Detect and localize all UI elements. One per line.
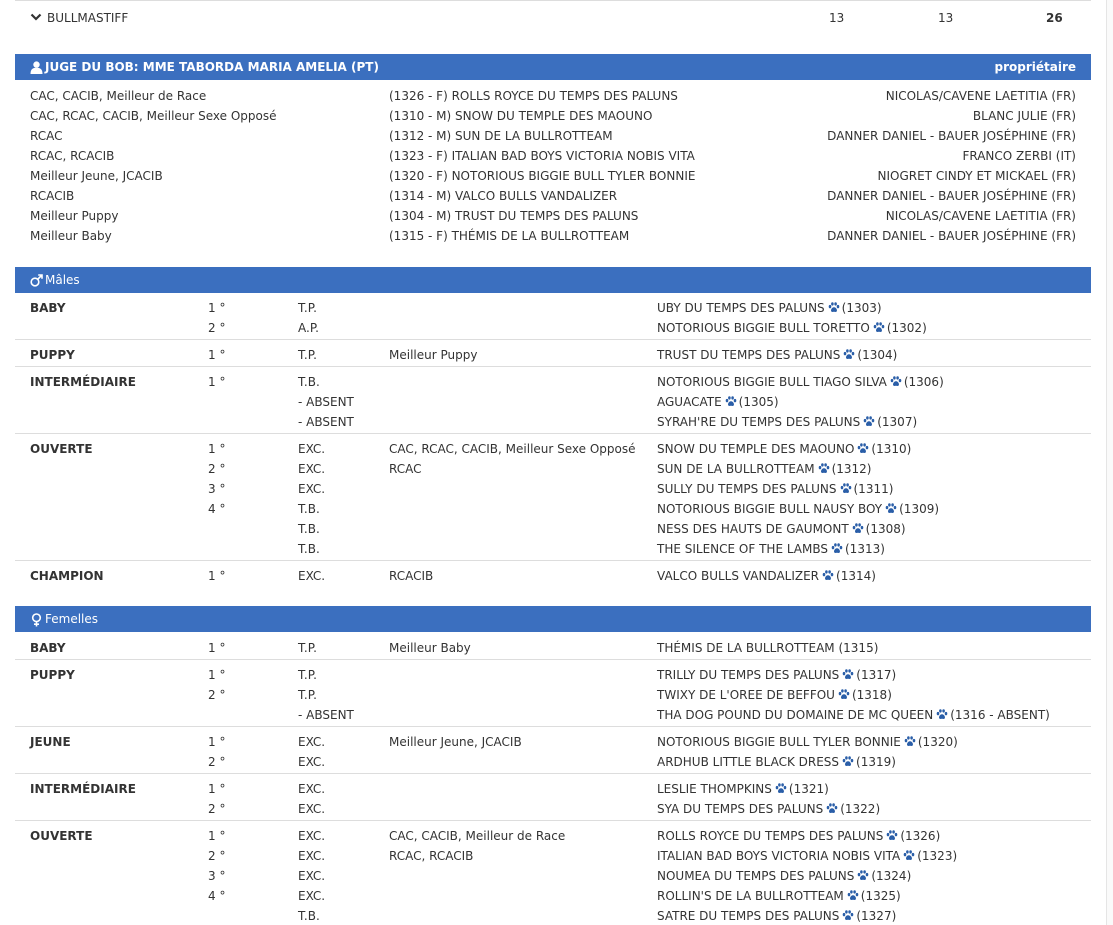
- qualification: EXC.: [298, 735, 326, 749]
- catalog-number: (1316 - ABSENT): [950, 708, 1050, 722]
- class-name: OUVERTE: [30, 829, 93, 843]
- dog-entry[interactable]: [657, 755, 896, 769]
- dog-name[interactable]: SYRAH'RE DU TEMPS DES PALUNS: [657, 415, 861, 429]
- judge-award-dog[interactable]: (1304 - M) TRUST DU TEMPS DES PALUNS: [389, 209, 639, 223]
- dog-name[interactable]: ROLLS ROYCE DU TEMPS DES PALUNS: [657, 829, 884, 843]
- judge-title: JUGE DU BOB: MME TABORDA MARIA AMELIA (PT): [45, 60, 379, 74]
- qualification: EXC.: [298, 482, 326, 496]
- qualification: EXC.: [298, 569, 326, 583]
- catalog-number: (1307): [877, 415, 918, 429]
- judge-award-dog[interactable]: (1315 - F) THÉMIS DE LA BULLROTTEAM: [389, 229, 630, 243]
- dog-name[interactable]: NOTORIOUS BIGGIE BULL TYLER BONNIE: [657, 735, 901, 749]
- breed-name: BULLMASTIFF: [47, 11, 129, 25]
- dog-name[interactable]: TRUST DU TEMPS DES PALUNS: [657, 348, 841, 362]
- catalog-number: (1321): [788, 782, 829, 796]
- judge-award-title: RCAC: [30, 129, 63, 143]
- class-name: INTERMÉDIAIRE: [30, 782, 136, 796]
- placement: 1 °: [208, 782, 226, 796]
- paw-icon[interactable]: [903, 850, 915, 861]
- owner-column-header: propriétaire: [994, 60, 1076, 74]
- dog-entry[interactable]: [657, 909, 896, 923]
- judge-award-title: Meilleur Puppy: [30, 209, 119, 223]
- class-name: OUVERTE: [30, 442, 93, 456]
- judge-award-title: Meilleur Jeune, JCACIB: [30, 169, 163, 183]
- catalog-number: (1313): [845, 542, 885, 556]
- award-text: RCACIB: [389, 569, 434, 583]
- class-separator: [15, 773, 1091, 774]
- paw-icon[interactable]: [828, 302, 840, 313]
- paw-icon[interactable]: [826, 803, 838, 814]
- catalog-number: (1319): [856, 755, 896, 769]
- award-text: CAC, CACIB, Meilleur de Race: [389, 829, 566, 843]
- catalog-number: (1312): [831, 462, 872, 476]
- dog-name[interactable]: SUN DE LA BULLROTTEAM: [657, 462, 815, 476]
- dog-entry[interactable]: [657, 708, 1050, 722]
- dog-entry[interactable]: [657, 735, 958, 749]
- dog-entry[interactable]: [657, 802, 880, 816]
- judge-award-dog[interactable]: (1310 - M) SNOW DU TEMPLE DES MAOUNO: [389, 109, 653, 123]
- dog-entry[interactable]: [657, 869, 911, 883]
- judge-award-owner: FRANCO ZERBI (IT): [962, 149, 1076, 163]
- dog-entry[interactable]: [657, 522, 906, 536]
- dog-entry[interactable]: [657, 688, 892, 702]
- placement: 1 °: [208, 641, 226, 655]
- judge-award-owner: NICOLAS/CAVENE LAETITIA (FR): [885, 209, 1076, 223]
- dog-name[interactable]: SULLY DU TEMPS DES PALUNS: [657, 482, 837, 496]
- placement: 2 °: [208, 688, 226, 702]
- dog-name[interactable]: NESS DES HAUTS DE GAUMONT: [657, 522, 849, 536]
- paw-icon[interactable]: [831, 543, 843, 554]
- vertical-scrollbar[interactable]: [1106, 0, 1113, 925]
- qualification: EXC.: [298, 462, 326, 476]
- qualification: EXC.: [298, 829, 326, 843]
- judge-award-owner: BLANC JULIE (FR): [972, 109, 1076, 123]
- females-header-bar: [15, 606, 1091, 632]
- qualification: - ABSENT: [298, 415, 354, 429]
- qualification: T.B.: [298, 909, 320, 923]
- catalog-number: (1315): [838, 641, 879, 655]
- judge-award-dog[interactable]: (1323 - F) ITALIAN BAD BOYS VICTORIA NOBIS VITA: [389, 149, 695, 163]
- dog-name[interactable]: UBY DU TEMPS DES PALUNS: [657, 301, 825, 315]
- dog-entry[interactable]: [657, 482, 893, 496]
- dog-name[interactable]: LESLIE THOMPKINS: [657, 782, 772, 796]
- placement: 1 °: [208, 569, 226, 583]
- paw-icon[interactable]: [840, 483, 852, 494]
- judge-award-dog[interactable]: (1326 - F) ROLLS ROYCE DU TEMPS DES PALUNS: [389, 89, 678, 103]
- female-icon: [30, 613, 43, 627]
- class-separator: [15, 820, 1091, 821]
- dog-entry[interactable]: [657, 375, 944, 389]
- females-title: Femelles: [45, 612, 99, 626]
- placement: 1 °: [208, 668, 226, 682]
- dog-name[interactable]: NOTORIOUS BIGGIE BULL NAUSY BOY: [657, 502, 883, 516]
- breed-total: 26: [1046, 11, 1063, 25]
- dog-entry[interactable]: [657, 301, 882, 315]
- award-text: Meilleur Baby: [389, 641, 471, 655]
- catalog-number: (1318): [851, 688, 892, 702]
- placement: 1 °: [208, 829, 226, 843]
- qualification: T.P.: [298, 301, 317, 315]
- breed-row-bullmastiff[interactable]: [15, 0, 1091, 37]
- class-name: CHAMPION: [30, 569, 104, 583]
- dog-entry[interactable]: [657, 415, 917, 429]
- qualification: EXC.: [298, 755, 326, 769]
- class-name: BABY: [30, 301, 66, 315]
- dog-entry[interactable]: [657, 849, 957, 863]
- judge-award-dog[interactable]: (1314 - M) VALCO BULLS VANDALIZER: [389, 189, 618, 203]
- catalog-number: (1308): [865, 522, 906, 536]
- class-separator: [15, 726, 1091, 727]
- qualification: T.P.: [298, 348, 317, 362]
- class-name: PUPPY: [30, 348, 75, 362]
- catalog-number: (1309): [899, 502, 940, 516]
- placement: 1 °: [208, 301, 226, 315]
- paw-icon[interactable]: [936, 709, 948, 720]
- dog-name[interactable]: THÉMIS DE LA BULLROTTEAM: [657, 641, 835, 655]
- catalog-number: (1304): [857, 348, 898, 362]
- dog-name[interactable]: NOTORIOUS BIGGIE BULL TIAGO SILVA: [657, 375, 887, 389]
- placement: 3 °: [208, 869, 226, 883]
- award-text: Meilleur Puppy: [389, 348, 478, 362]
- user-icon: [30, 61, 43, 74]
- placement: 2 °: [208, 802, 226, 816]
- dog-entry[interactable]: [657, 348, 897, 362]
- males-title: Mâles: [45, 273, 80, 287]
- catalog-number: (1324): [871, 869, 912, 883]
- dog-entry[interactable]: [657, 442, 911, 456]
- qualification: T.B.: [298, 502, 320, 516]
- males-header-bar: [15, 267, 1091, 293]
- paw-icon[interactable]: [818, 463, 830, 474]
- judge-award-title: CAC, RCAC, CACIB, Meilleur Sexe Opposé: [30, 109, 277, 123]
- dog-name[interactable]: THE SILENCE OF THE LAMBS: [657, 542, 828, 556]
- dog-name[interactable]: THA DOG POUND DU DOMAINE DE MC QUEEN: [657, 708, 934, 722]
- catalog-number: (1327): [856, 909, 897, 923]
- catalog-number: (1317): [856, 668, 897, 682]
- breed-count-a: 13: [829, 11, 845, 25]
- award-text: CAC, RCAC, CACIB, Meilleur Sexe Opposé: [389, 442, 636, 456]
- paw-icon[interactable]: [857, 870, 869, 881]
- qualification: - ABSENT: [298, 708, 354, 722]
- catalog-number: (1302): [886, 321, 927, 335]
- paw-icon[interactable]: [775, 783, 787, 794]
- judge-award-title: RCACIB: [30, 189, 75, 203]
- placement: 1 °: [208, 735, 226, 749]
- dog-name[interactable]: NOUMEA DU TEMPS DES PALUNS: [657, 869, 855, 883]
- qualification: EXC.: [298, 442, 326, 456]
- chevron-down-icon[interactable]: [30, 11, 42, 23]
- judge-award-title: CAC, CACIB, Meilleur de Race: [30, 89, 207, 103]
- dog-name[interactable]: SATRE DU TEMPS DES PALUNS: [657, 909, 840, 923]
- placement: 1 °: [208, 348, 226, 362]
- dog-entry[interactable]: [657, 502, 939, 516]
- catalog-number: (1325): [860, 889, 901, 903]
- placement: 2 °: [208, 462, 226, 476]
- catalog-number: (1322): [840, 802, 881, 816]
- qualification: - ABSENT: [298, 395, 354, 409]
- dog-entry[interactable]: [657, 889, 901, 903]
- qualification: T.B.: [298, 522, 320, 536]
- dog-name[interactable]: ITALIAN BAD BOYS VICTORIA NOBIS VITA: [657, 849, 901, 863]
- paw-icon[interactable]: [904, 736, 916, 747]
- judge-award-title: RCAC, RCACIB: [30, 149, 115, 163]
- award-text: RCAC: [389, 462, 422, 476]
- judge-award-owner: NICOLAS/CAVENE LAETITIA (FR): [885, 89, 1076, 103]
- qualification: EXC.: [298, 869, 326, 883]
- dog-entry[interactable]: [657, 462, 871, 476]
- qualification: T.P.: [298, 641, 317, 655]
- qualification: EXC.: [298, 802, 326, 816]
- placement: 1 °: [208, 375, 226, 389]
- paw-icon[interactable]: [842, 756, 854, 767]
- qualification: EXC.: [298, 849, 326, 863]
- dog-name[interactable]: ARDHUB LITTLE BLACK DRESS: [657, 755, 840, 769]
- paw-icon[interactable]: [885, 503, 897, 514]
- dog-name[interactable]: TWIXY DE L'OREE DE BEFFOU: [657, 688, 835, 702]
- paw-icon[interactable]: [857, 443, 869, 454]
- dog-name[interactable]: TRILLY DU TEMPS DES PALUNS: [657, 668, 840, 682]
- dog-entry[interactable]: [657, 542, 885, 556]
- paw-icon[interactable]: [847, 890, 859, 901]
- catalog-number: (1323): [917, 849, 958, 863]
- catalog-number: (1305): [738, 395, 779, 409]
- judge-award-dog[interactable]: (1320 - F) NOTORIOUS BIGGIE BULL TYLER BONNIE: [389, 169, 696, 183]
- catalog-number: (1310): [871, 442, 912, 456]
- catalog-number: (1314): [836, 569, 876, 583]
- qualification: EXC.: [298, 889, 326, 903]
- qualification: T.P.: [298, 688, 317, 702]
- class-separator: [15, 659, 1091, 660]
- paw-icon[interactable]: [842, 910, 854, 921]
- catalog-number: (1306): [903, 375, 944, 389]
- paw-icon[interactable]: [725, 396, 737, 407]
- paw-icon[interactable]: [852, 523, 864, 534]
- class-name: PUPPY: [30, 668, 75, 682]
- judge-award-dog[interactable]: (1312 - M) SUN DE LA BULLROTTEAM: [389, 129, 613, 143]
- dog-entry[interactable]: [657, 668, 896, 682]
- class-separator: [15, 366, 1091, 367]
- placement: 1 °: [208, 442, 226, 456]
- catalog-number: (1311): [853, 482, 894, 496]
- paw-icon[interactable]: [842, 669, 854, 680]
- dog-entry[interactable]: [657, 641, 878, 655]
- paw-icon[interactable]: [886, 830, 898, 841]
- qualification: T.P.: [298, 668, 317, 682]
- class-name: INTERMÉDIAIRE: [30, 375, 136, 389]
- male-icon: [30, 274, 43, 287]
- placement: 2 °: [208, 321, 226, 335]
- judge-header-bar: [15, 54, 1091, 80]
- judge-award-title: Meilleur Baby: [30, 229, 112, 243]
- class-separator: [15, 560, 1091, 561]
- dog-entry[interactable]: [657, 782, 829, 796]
- award-text: RCAC, RCACIB: [389, 849, 474, 863]
- paw-icon[interactable]: [863, 416, 875, 427]
- placement: 2 °: [208, 849, 226, 863]
- class-separator: [15, 433, 1091, 434]
- catalog-number: (1303): [841, 301, 882, 315]
- judge-award-owner: NIOGRET CINDY ET MICKAEL (FR): [877, 169, 1076, 183]
- dog-name[interactable]: VALCO BULLS VANDALIZER: [657, 569, 820, 583]
- class-separator: [15, 339, 1091, 340]
- qualification: A.P.: [298, 321, 319, 335]
- dog-entry[interactable]: [657, 569, 876, 583]
- catalog-number: (1326): [900, 829, 941, 843]
- dog-name[interactable]: SYA DU TEMPS DES PALUNS: [657, 802, 824, 816]
- placement: 2 °: [208, 755, 226, 769]
- class-name: JEUNE: [30, 735, 71, 749]
- dog-name[interactable]: SNOW DU TEMPLE DES MAOUNO: [657, 442, 855, 456]
- qualification: T.B.: [298, 375, 320, 389]
- paw-icon[interactable]: [838, 689, 850, 700]
- placement: 4 °: [208, 889, 226, 903]
- dog-entry[interactable]: [657, 395, 779, 409]
- paw-icon[interactable]: [873, 322, 885, 333]
- paw-icon[interactable]: [843, 349, 855, 360]
- paw-icon[interactable]: [822, 570, 834, 581]
- qualification: T.B.: [298, 542, 320, 556]
- placement: 4 °: [208, 502, 226, 516]
- breed-count-b: 13: [938, 11, 954, 25]
- qualification: EXC.: [298, 782, 326, 796]
- judge-award-owner: DANNER DANIEL - BAUER JOSÉPHINE (FR): [827, 189, 1076, 203]
- dog-name[interactable]: AGUACATE: [657, 395, 722, 409]
- paw-icon[interactable]: [890, 376, 902, 387]
- award-text: Meilleur Jeune, JCACIB: [389, 735, 522, 749]
- judge-award-owner: DANNER DANIEL - BAUER JOSÉPHINE (FR): [827, 129, 1076, 143]
- catalog-number: (1320): [917, 735, 958, 749]
- dog-name[interactable]: NOTORIOUS BIGGIE BULL TORETTO: [657, 321, 870, 335]
- dog-name[interactable]: ROLLIN'S DE LA BULLROTTEAM: [657, 889, 844, 903]
- class-name: BABY: [30, 641, 66, 655]
- dog-entry[interactable]: [657, 321, 927, 335]
- placement: 3 °: [208, 482, 226, 496]
- dog-entry[interactable]: [657, 829, 940, 843]
- judge-award-owner: DANNER DANIEL - BAUER JOSÉPHINE (FR): [827, 229, 1076, 243]
